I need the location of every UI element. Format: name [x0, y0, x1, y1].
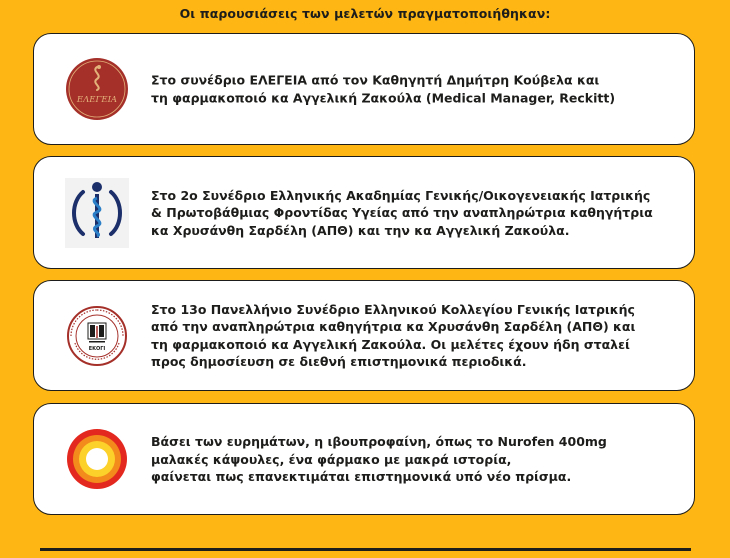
card-text — [151, 72, 678, 107]
card-line: προς δημοσίευση σε διεθνή επιστημονικά περιοδικά. — [151, 354, 527, 369]
academy-caduceus-logo-icon — [64, 180, 130, 246]
presentation-card-academy — [33, 156, 695, 269]
card-line: μαλακές κάψουλες, ένα φάρμακο με μακρά ιστορία, — [151, 451, 512, 467]
card-line: κα Χρυσάνθη Σαρδέλη (ΑΠΘ) και την κα Αγγελική Ζακούλα. — [151, 222, 570, 238]
card-line: τη φαρμακοποιό κα Αγγελική Ζακούλα. Οι μελέτες έχουν ήδη σταλεί — [151, 336, 630, 352]
presentation-card-nurofen — [33, 403, 695, 515]
card-line: τη φαρμακοποιό κα Αγγελική Ζακούλα (Medical Manager, Reckitt) — [151, 90, 616, 105]
presentation-card-ekogi — [33, 280, 695, 391]
page-heading: Οι παρουσιάσεις των μελετών πραγματοποιήθηκαν: — [179, 6, 551, 21]
ekogi-seal-logo-icon — [64, 303, 130, 369]
nurofen-target-logo-icon — [64, 426, 130, 492]
card-text — [151, 186, 678, 239]
card-line: από την αναπληρώτρια καθηγήτρια κα Χρυσάνθη Σαρδέλη (ΑΠΘ) και — [151, 319, 636, 334]
card-text — [151, 433, 678, 486]
card-line: & Πρωτοβάθμιας Φροντίδας Υγείας από την αναπληρώτρια καθηγήτρια — [151, 204, 653, 220]
card-line: Στο 13ο Πανελλήνιο Συνέδριο Ελληνικού Κολλεγίου Γενικής Ιατρικής — [151, 301, 635, 317]
bottom-divider — [40, 548, 691, 551]
ekogi-logo-text: ΕΚΟΓΙ — [88, 345, 106, 352]
card-line: Βάσει των ευρημάτων, η ιβουπροφαίνη, όπως το Nurofen 400mg — [151, 433, 607, 449]
elegeia-logo-icon — [64, 56, 130, 122]
card-line: Στο 2ο Συνέδριο Ελληνικής Ακαδημίας Γενικής/Οικογενειακής Ιατρικής — [151, 187, 651, 203]
presentation-card-elegeia — [33, 33, 695, 145]
elegeia-logo-text: ΕΛΕΓΕΙΑ — [76, 95, 118, 105]
card-text — [151, 301, 678, 371]
card-line: Στο συνέδριο ΕΛΕΓΕΙΑ από τον Καθηγητή Δημήτρη Κούβελα και — [151, 72, 600, 88]
card-line: φαίνεται πως επανεκτιμάται επιστημονικά υπό νέο πρίσμα. — [151, 468, 572, 484]
